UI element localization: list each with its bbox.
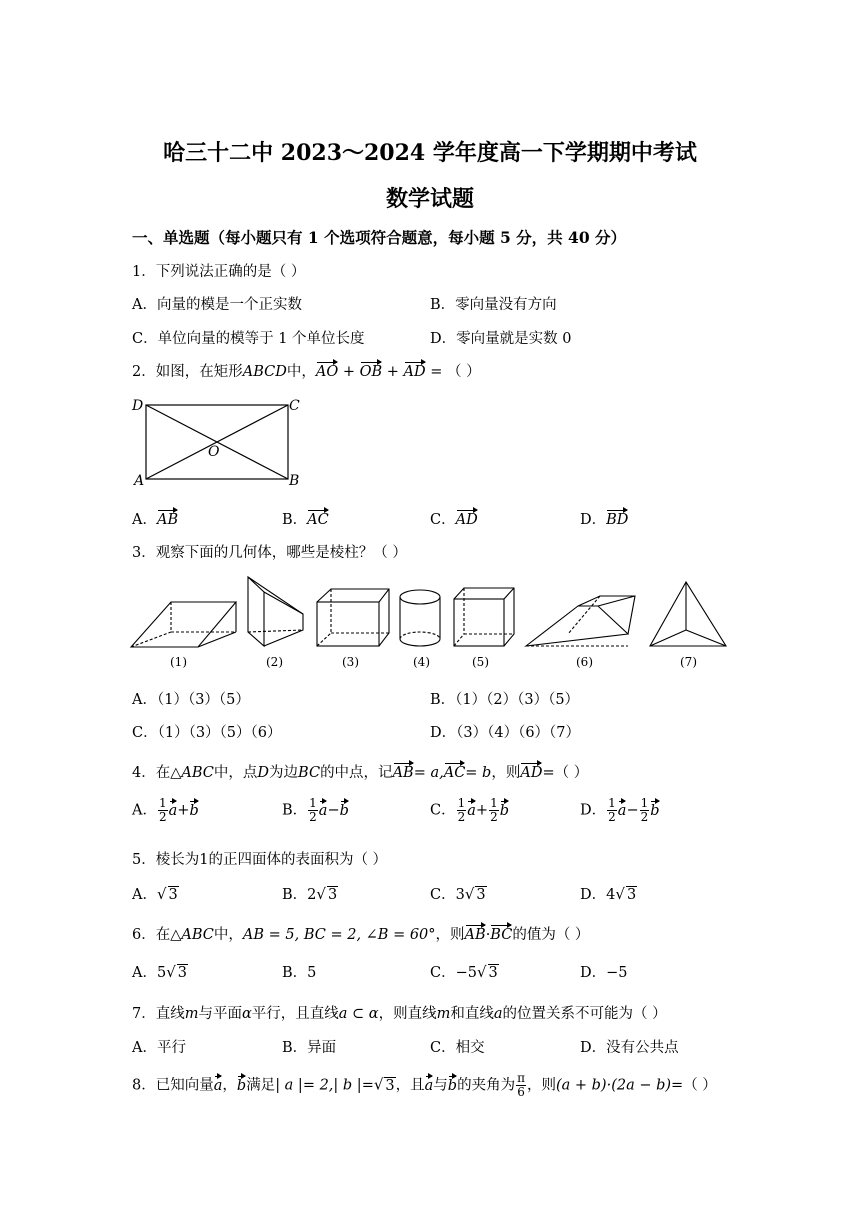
section-heading: 一、单选题（每小题只有 1 个选项符合题意，每小题 5 分，共 40 分） (132, 228, 627, 247)
fig-label-2: (2) (266, 655, 283, 669)
label-c: C (289, 398, 300, 414)
q3-option-c: C．（1）（3）（5）（6） (132, 725, 282, 741)
q1-option-a: A．向量的模是一个正实数 (132, 297, 302, 313)
q7-option-d: D．没有公共点 (580, 1040, 679, 1056)
fig-label-7: (7) (680, 655, 697, 669)
q4-option-a: A． $\frac{1}{2}$ a+b (132, 796, 199, 824)
question-3-stem: 3．观察下面的几何体，哪些是棱柱？（ ） (132, 545, 407, 561)
question-7-stem: 7．直线m与平面α平行，且直线a ⊂ α，则直线m和直线a的位置关系不可能为（ ） (132, 1006, 667, 1022)
q4-option-b: B． $\frac{1}{2}$ a−b (282, 796, 349, 824)
q4-option-d: D． $\frac{1}{2}$ a− $\frac{1}{2}$ b (580, 796, 660, 824)
q7-option-a: A．平行 (132, 1040, 186, 1056)
question-5-stem: 5．棱长为1的正四面体的表面积为（ ） (132, 852, 388, 868)
question-8-stem: 8．已知向量a，b满足| a |= 2,| b |=√ 3，且a与b的夹角为 $\frac{\pi}{6}$ ，则(a + b)·(2a − b)=（ ） (132, 1071, 717, 1099)
fig-label-6: (6) (576, 655, 593, 669)
label-a: A (134, 473, 145, 489)
q7-option-b: B．异面 (282, 1040, 337, 1056)
exam-title: 哈三十二中 2023～2024 学年度高一下学期期中考试 (163, 140, 697, 166)
q2-option-d: D．BD (580, 512, 629, 528)
q1-option-d: D．零向量就是实数 0 (430, 331, 572, 347)
q5-option-c: C．3√ 3 (430, 885, 486, 903)
q3-option-b: B．（1）（2）（3）（5） (430, 692, 580, 708)
question-6-stem: 6．在△ABC中，AB = 5, BC = 2, ∠B = 60°，则AB·BC的值为（ ） (132, 927, 590, 943)
q3-option-d: D．（3）（4）（6）（7） (430, 725, 581, 741)
question-4-stem: 4．在△ABC中，点D为边BC的中点，记AB= a,AC= b，则AD=（ ） (132, 765, 589, 781)
exam-subtitle: 数学试题 (385, 186, 474, 212)
label-b: B (289, 473, 300, 489)
fig-label-4: (4) (413, 655, 430, 669)
q1-option-b: B．零向量没有方向 (430, 297, 557, 313)
question-2-stem: 2．如图，在矩形ABCD中，AO + OB + AD = （ ） (132, 364, 481, 380)
q6-option-c: C．−5√ 3 (430, 963, 498, 981)
solids-figure (128, 574, 732, 672)
q2-option-a: A．AB (132, 512, 179, 528)
q3-option-a: A．（1）（3）（5） (132, 692, 250, 708)
q5-option-a: A．√ 3 (132, 885, 178, 903)
label-o: O (208, 444, 220, 460)
q5-option-d: D．4√ 3 (580, 885, 637, 903)
q6-option-a: A．5√ 3 (132, 963, 188, 981)
rectangle-abcd-figure (128, 392, 308, 492)
fig-label-1: (1) (170, 655, 187, 669)
q5-option-b: B．2√ 3 (282, 885, 338, 903)
label-d: D (132, 398, 144, 414)
fig-label-3: (3) (342, 655, 359, 669)
q2-option-c: C．AD (430, 512, 478, 528)
q6-option-d: D．−5 (580, 965, 628, 981)
q6-option-b: B．5 (282, 965, 317, 981)
q2-option-b: B．AC (282, 512, 329, 528)
q1-option-c: C．单位向量的模等于 1 个单位长度 (132, 331, 365, 347)
q7-option-c: C．相交 (430, 1040, 485, 1056)
fig-label-5: (5) (472, 655, 489, 669)
question-1-stem: 1．下列说法正确的是（ ） (132, 264, 306, 280)
q4-option-c: C． $\frac{1}{2}$ a+ $\frac{1}{2}$ b (430, 796, 509, 824)
